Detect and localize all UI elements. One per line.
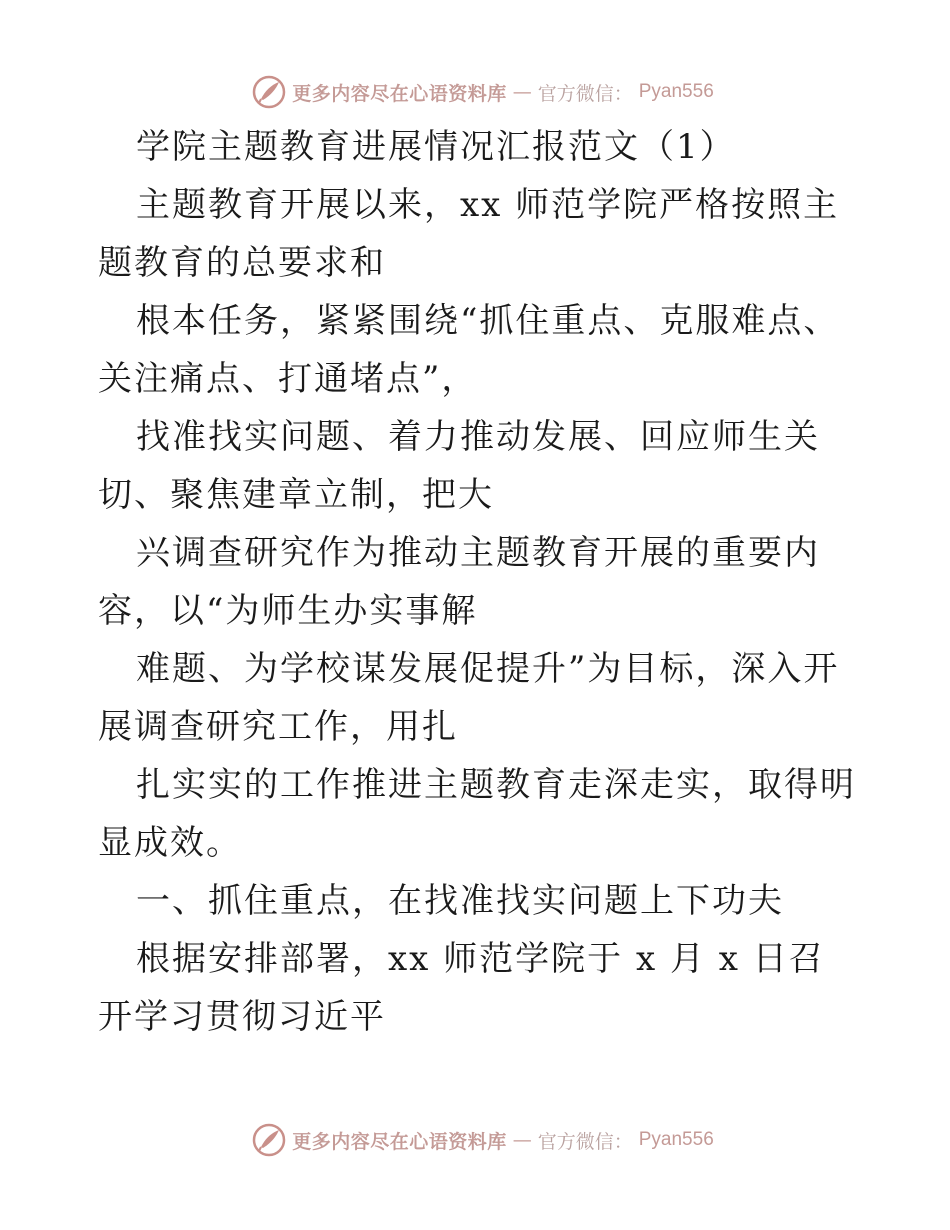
footer-banner-account-id: Pyan556 xyxy=(638,1129,714,1150)
paragraph-1: 主题教育开展以来，xx 师范学院严格按照主题教育的总要求和 xyxy=(98,185,840,283)
document-title: 学院主题教育进展情况汇报范文（1） xyxy=(136,127,736,167)
header-banner-content xyxy=(252,75,714,109)
footer-banner xyxy=(0,1120,950,1160)
header-banner-account-id: Pyan556 xyxy=(638,81,714,102)
paragraph-7: 根据安排部署，xx 师范学院于 x 月 x 日召开学习贯彻习近平 xyxy=(98,939,825,1037)
header-banner-account-label: 官方微信： xyxy=(537,82,633,105)
paragraph-2: 根本任务，紧紧围绕“抓住重点、克服难点、关注痛点、打通堵点”， xyxy=(98,301,840,399)
footer-banner-separator: — xyxy=(512,1129,532,1151)
paragraph-3: 找准找实问题、着力推动发展、回应师生关切、聚焦建章立制，把大 xyxy=(98,417,820,515)
quill-logo-icon xyxy=(252,75,286,109)
section-heading-1: 一、抓住重点，在找准找实问题上下功夫 xyxy=(136,881,784,921)
footer-banner-text: 更多内容尽在心语资料库 xyxy=(292,1130,507,1153)
document-body xyxy=(98,118,858,1046)
paragraph-4: 兴调查研究作为推动主题教育开展的重要内容，以“为师生办实事解 xyxy=(98,533,820,631)
header-banner-text: 更多内容尽在心语资料库 xyxy=(292,82,507,105)
footer-banner-account-label: 官方微信： xyxy=(537,1130,633,1153)
header-banner xyxy=(0,72,950,112)
paragraph-5: 难题、为学校谋发展促提升”为目标，深入开展调查研究工作，用扎 xyxy=(98,649,840,747)
paragraph-6: 扎实实的工作推进主题教育走深走实，取得明显成效。 xyxy=(98,765,856,863)
footer-banner-content xyxy=(252,1123,714,1157)
header-banner-separator: — xyxy=(512,81,532,103)
quill-logo-icon xyxy=(252,1123,286,1157)
